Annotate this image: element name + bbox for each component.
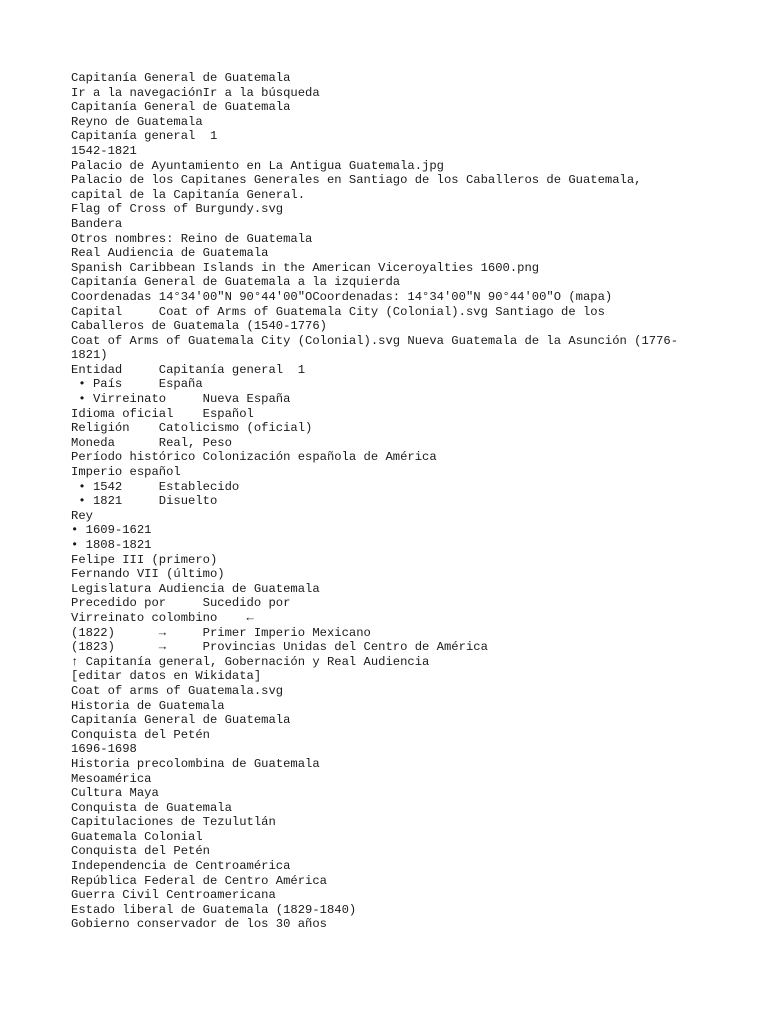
document-line: Precedido por Sucedido por xyxy=(71,596,291,611)
document-line: • 1609-1621 xyxy=(71,523,152,538)
document-line: Flag of Cross of Burgundy.svg xyxy=(71,202,284,217)
document-text xyxy=(71,71,731,932)
document-line: Independencia de Centroamérica xyxy=(71,859,291,874)
document-line: Palacio de Ayuntamiento en La Antigua Guatemala.jpg xyxy=(71,158,444,173)
document-line: Gobierno conservador de los 30 años xyxy=(71,917,327,932)
document-line: Rey xyxy=(71,508,93,523)
document-line: Coat of Arms of Guatemala City (Colonial).svg Nueva Guatemala de la Asunción (1776- xyxy=(71,333,679,348)
document-line: • 1542 Establecido xyxy=(71,479,240,494)
document-line: 1821) xyxy=(71,348,108,363)
document-line: Conquista del Petén xyxy=(71,727,210,742)
document-line: ↑ Capitanía general, Gobernación y Real Audiencia xyxy=(71,654,430,669)
document-line: Moneda Real, Peso xyxy=(71,435,232,450)
document-line: Cultura Maya xyxy=(71,786,159,801)
document-line: Palacio de los Capitanes Generales en Santiago de los Caballeros de Guatemala, xyxy=(71,173,642,188)
document-line: Guerra Civil Centroamericana xyxy=(71,888,276,903)
document-line: • 1821 Disuelto xyxy=(71,494,218,509)
document-line: Ir a la navegaciónIr a la búsqueda xyxy=(71,85,320,100)
document-line: Spanish Caribbean Islands in the American Viceroyalties 1600.png xyxy=(71,260,540,275)
document-line: Otros nombres: Reino de Guatemala xyxy=(71,231,313,246)
document-line: Reyno de Guatemala xyxy=(71,114,203,129)
document-line: República Federal de Centro América xyxy=(71,873,327,888)
document-line: Historia de Guatemala xyxy=(71,698,225,713)
document-line: Coordenadas 14°34′00″N 90°44′00″OCoordenadas: 14°34′00″N 90°44′00″O (mapa) xyxy=(71,289,613,304)
document-line: • País España xyxy=(71,377,203,392)
document-line: Período histórico Colonización española de América xyxy=(71,450,437,465)
document-line: [editar datos en Wikidata] xyxy=(71,669,262,684)
document-line: Coat of arms of Guatemala.svg xyxy=(71,683,284,698)
document-line: Felipe III (primero) xyxy=(71,552,218,567)
document-line: Historia precolombina de Guatemala xyxy=(71,756,320,771)
document-line: Imperio español xyxy=(71,465,181,480)
document-line: 1696-1698 xyxy=(71,742,137,757)
document-line: Capitanía General de Guatemala xyxy=(71,713,291,728)
document-line: Bandera xyxy=(71,216,123,231)
document-line: Conquista del Petén xyxy=(71,844,210,859)
document-line: (1823) → Provincias Unidas del Centro de América xyxy=(71,640,488,655)
document-line: Fernando VII (último) xyxy=(71,567,225,582)
document-line: Mesoamérica xyxy=(71,771,152,786)
document-line: • Virreinato Nueva España xyxy=(71,392,291,407)
document-line: Capital Coat of Arms of Guatemala City (Colonial).svg Santiago de los xyxy=(71,304,605,319)
document-line: Caballeros de Guatemala (1540-1776) xyxy=(71,319,327,334)
document-line: Estado liberal de Guatemala (1829-1840) xyxy=(71,902,357,917)
document-line: Entidad Capitanía general 1 xyxy=(71,362,306,377)
document-line: Capitanía General de Guatemala xyxy=(71,100,291,115)
document-line: (1822) → Primer Imperio Mexicano xyxy=(71,625,371,640)
document-line: Capitanía General de Guatemala xyxy=(71,71,291,85)
document-line: Capitanía General de Guatemala a la izquierda xyxy=(71,275,401,290)
document-line: Capitanía general 1 xyxy=(71,129,218,144)
document-line: • 1808-1821 xyxy=(71,538,152,552)
document-line: Idioma oficial Español xyxy=(71,406,254,421)
document-line: Virreinato colombino ← xyxy=(71,610,254,625)
document-line: Legislatura Audiencia de Guatemala xyxy=(71,581,320,596)
document-line: capital de la Capitanía General. xyxy=(71,187,306,202)
document-line: Capitulaciones de Tezulutlán xyxy=(71,815,276,830)
document-line: Real Audiencia de Guatemala xyxy=(71,246,269,261)
document-line: Religión Catolicismo (oficial) xyxy=(71,421,313,436)
document-line: 1542-1821 xyxy=(71,143,137,158)
document-line: Conquista de Guatemala xyxy=(71,800,232,815)
document-line: Guatemala Colonial xyxy=(71,829,203,844)
